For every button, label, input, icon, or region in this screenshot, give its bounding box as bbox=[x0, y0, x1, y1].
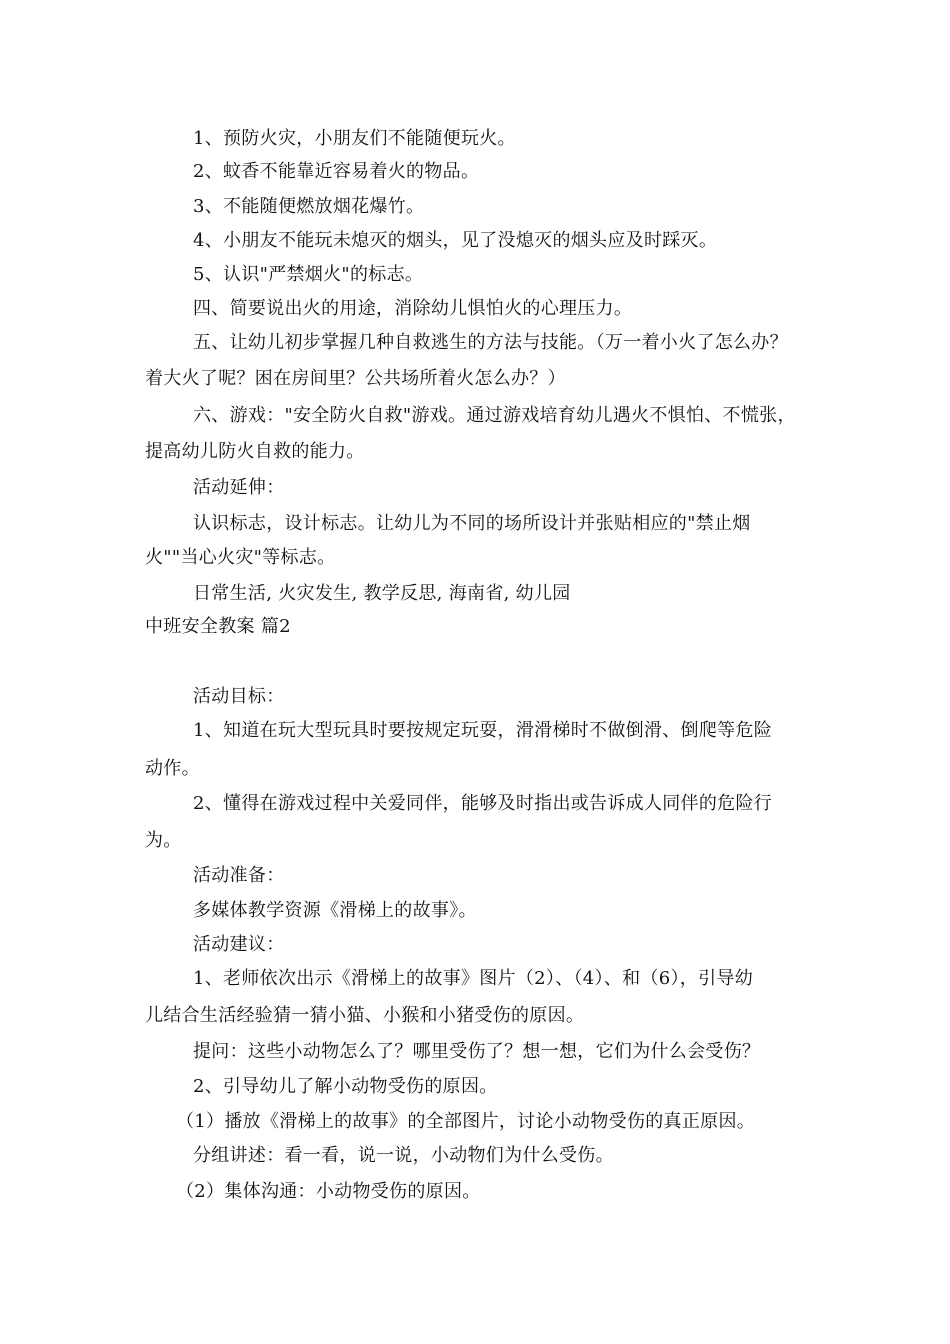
text-line: 认识标志，设计标志。让幼儿为不同的场所设计并张贴相应的"禁止烟 bbox=[193, 513, 751, 534]
text-line: 儿结合生活经验猜一猜小猫、小猴和小猪受伤的原因。 bbox=[145, 1005, 585, 1026]
text-line: 六、游戏："安全防火自救"游戏。通过游戏培育幼儿遇火不惧怕、不慌张， bbox=[193, 405, 796, 426]
text-line: 1、老师依次出示《滑梯上的故事》图片（2）、（4）、和（6），引导幼 bbox=[193, 968, 754, 989]
text-line: 动作。 bbox=[145, 758, 200, 779]
text-line: 火""当心火灾"等标志。 bbox=[145, 547, 336, 568]
text-line: 五、让幼儿初步掌握几种自救逃生的方法与技能。（万一着小火了怎么办？ bbox=[193, 332, 788, 353]
keywords-line: 日常生活, 火灾发生, 教学反思, 海南省, 幼儿园 bbox=[193, 583, 571, 604]
section-heading: 活动建议： bbox=[193, 934, 285, 955]
text-line: 分组讲述：看一看，说一说，小动物们为什么受伤。 bbox=[193, 1145, 614, 1166]
text-line: （2）集体沟通：小动物受伤的原因。 bbox=[176, 1181, 481, 1202]
section-title: 中班安全教案 篇2 bbox=[145, 616, 291, 637]
text-line: 2、懂得在游戏过程中关爱同伴，能够及时指出或告诉成人同伴的危险行 bbox=[193, 793, 773, 814]
text-line: 四、简要说出火的用途，消除幼儿惧怕火的心理压力。 bbox=[193, 298, 633, 319]
text-line: 2、蚊香不能靠近容易着火的物品。 bbox=[193, 161, 480, 182]
text-line: 5、认识"严禁烟火"的标志。 bbox=[193, 264, 424, 285]
text-line: 着大火了呢？困在房间里？公共场所着火怎么办？） bbox=[145, 368, 566, 389]
text-line: 多媒体教学资源《滑梯上的故事》。 bbox=[193, 900, 477, 921]
text-line: 1、知道在玩大型玩具时要按规定玩耍，滑滑梯时不做倒滑、倒爬等危险 bbox=[193, 720, 773, 741]
text-line: 2、引导幼儿了解小动物受伤的原因。 bbox=[193, 1076, 498, 1097]
text-line: 4、小朋友不能玩未熄灭的烟头，见了没熄灭的烟头应及时踩灭。 bbox=[193, 230, 718, 251]
text-line: 提高幼儿防火自救的能力。 bbox=[145, 441, 365, 462]
text-line: 1、预防火灾，小朋友们不能随便玩火。 bbox=[193, 128, 516, 149]
section-heading: 活动目标： bbox=[193, 686, 285, 707]
text-line: 提问：这些小动物怎么了？哪里受伤了？想一想，它们为什么会受伤？ bbox=[193, 1041, 761, 1062]
section-heading: 活动延伸： bbox=[193, 477, 285, 498]
text-line: （1）播放《滑梯上的故事》的全部图片，讨论小动物受伤的真正原因。 bbox=[176, 1111, 756, 1132]
text-line: 为。 bbox=[145, 830, 182, 851]
section-heading: 活动准备： bbox=[193, 865, 285, 886]
text-line: 3、不能随便燃放烟花爆竹。 bbox=[193, 196, 425, 217]
